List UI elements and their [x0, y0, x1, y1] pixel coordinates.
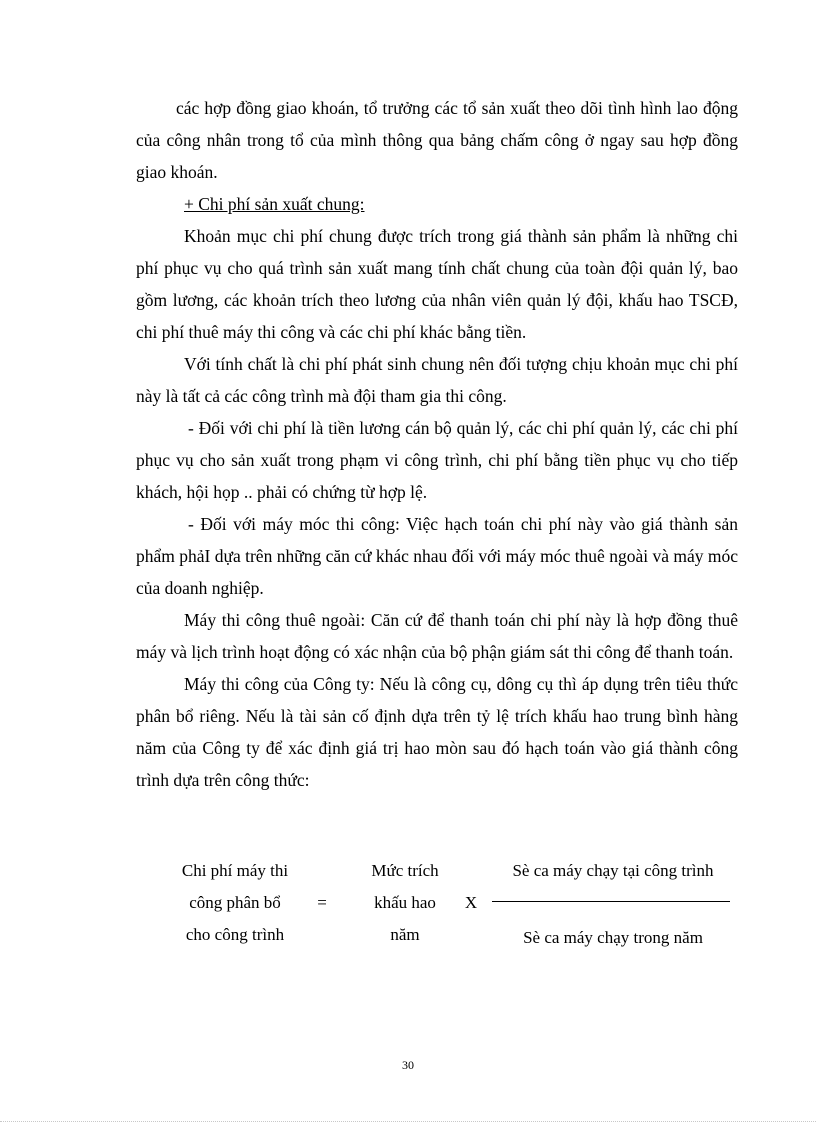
cost-formula — [0, 855, 816, 965]
formula-equals-sign: = — [317, 893, 327, 912]
paragraph-5: - Đối với máy móc thi công: Việc hạch toán chi phí này vào giá thành sản phẩm phảI dựa trên những căn cứ khác nhau đối với máy móc thuê ngoài và máy móc của doanh nghiệp. — [136, 514, 738, 598]
formula-times-sign: X — [464, 893, 478, 912]
fraction-bar — [492, 901, 730, 902]
page-number: 30 — [402, 1058, 414, 1072]
paragraph-6: Máy thi công thuê ngoài: Căn cứ để thanh toán chi phí này là hợp đồng thuê máy và lịch trình hoạt động có xác nhận của bộ phận giám sát thi công để thanh toán. — [136, 610, 738, 662]
paragraph-7: Máy thi công của Công ty: Nếu là công cụ, dông cụ thì áp dụng trên tiêu thức phân bổ riêng. Nếu là tài sản cố định dựa trên tỷ lệ trích khấu hao trung bình hàng năm của Công ty để xác định giá trị hao mòn sau đó hạch toán vào giá thành công trình dựa trên công thức: — [136, 674, 738, 790]
section-heading: + Chi phí sản xuất chung: — [184, 194, 365, 214]
paragraph-3: Với tính chất là chi phí phát sinh chung nên đối tượng chịu khoản mục chi phí này là tất cả các công trình mà đội tham gia thi công. — [136, 354, 738, 406]
formula-denominator: Sè ca máy chạy trong năm — [523, 928, 703, 947]
body-text — [136, 92, 738, 796]
paragraph-2: Khoản mục chi phí chung được trích trong giá thành sản phẩm là những chi phí phục vụ cho quá trình sản xuất mang tính chất chung của toàn đội quản lý, bao gồm lương, các khoản trích theo lương của nhân viên quản lý đội, khấu hao TSCĐ, chi phí thuê máy thi công và các chi phí khác bằng tiền. — [136, 226, 738, 342]
paragraph-1: các hợp đồng giao khoán, tổ trưởng các tổ sản xuất theo dõi tình hình lao động của công nhân trong tổ của mình thông qua bảng chấm công ở ngay sau hợp đồng giao khoán. — [136, 98, 738, 182]
page-bottom-divider — [0, 1121, 816, 1122]
formula-middle-term: Mức trích khấu hao năm — [371, 861, 439, 944]
paragraph-4: - Đối với chi phí là tiền lương cán bộ quản lý, các chi phí quản lý, các chi phí phục vụ cho sản xuất trong phạm vi công trình, chi phí bằng tiền phục vụ cho tiếp khách, hội họp .. phải có chứng từ hợp lệ. — [136, 418, 738, 502]
formula-left-term: Chi phí máy thi công phân bổ cho công trình — [181, 861, 289, 944]
formula-numerator: Sè ca máy chạy tại công trình — [512, 861, 714, 880]
